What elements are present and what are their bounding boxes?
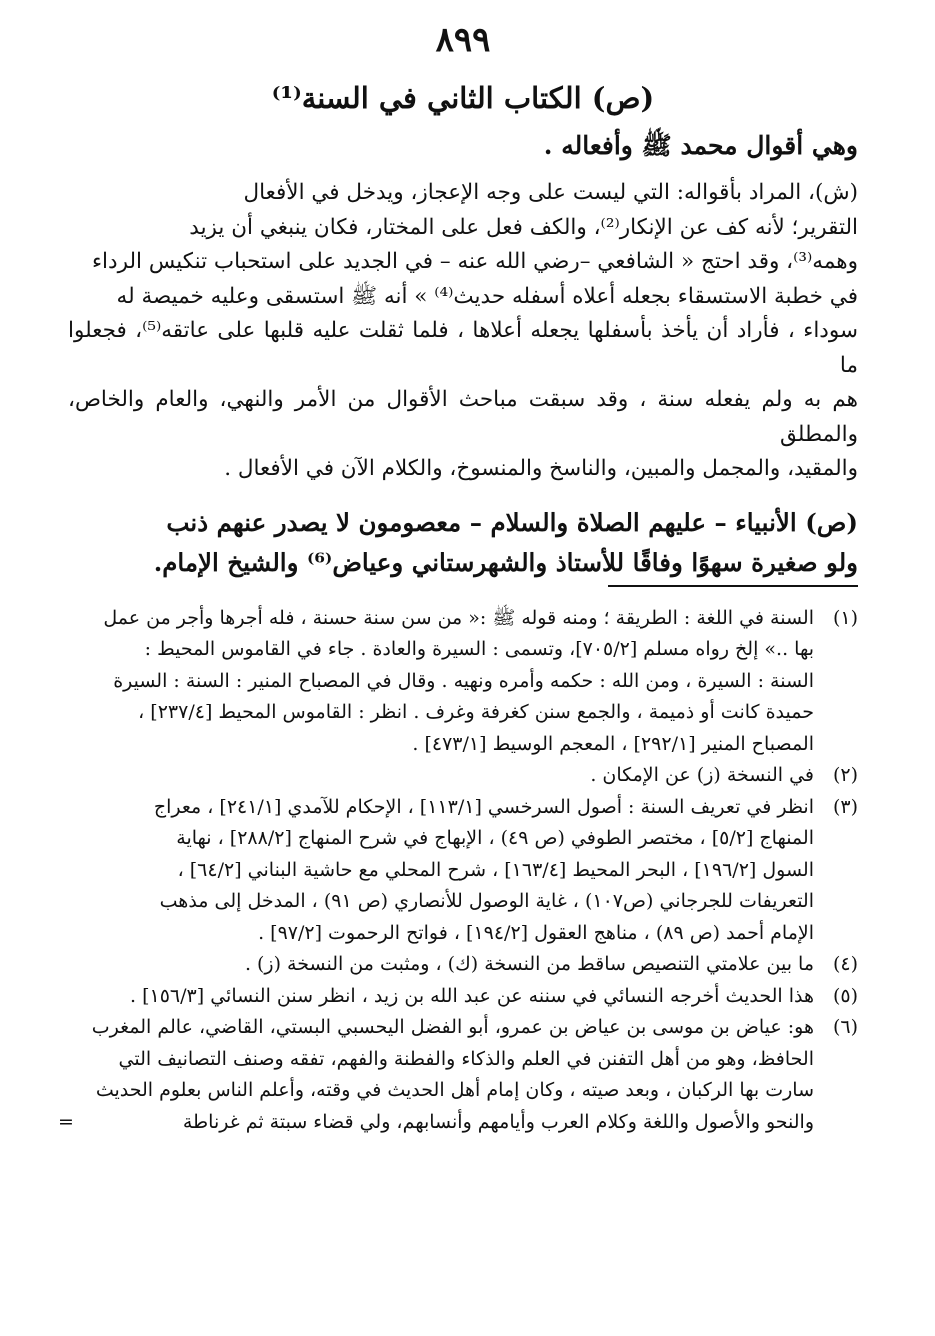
commentary-line: في خطبة الاستسقاء بجعله أعلاه أسفله حديث⁽⁴⁾ » أنه ﷺ استسقى وعليه خميصة له <box>116 283 858 309</box>
footnote-line: التعريفات للجرجاني (ص١٠٧) ، غاية الوصول للأنصاري (ص ٩١) ، المدخل إلى مذهب <box>159 890 814 912</box>
footnote-line-text: والنحو والأصول واللغة وكلام العرب وأيامهم وأنسابهم، ولي قضاء سبتة ثم غرناطة <box>182 1110 814 1133</box>
footnote-text <box>68 760 814 792</box>
footnotes <box>58 603 858 1139</box>
footnote-line: السنة : السيرة ، ومن الله : حكمه وأمره ونهيه . وقال في المصباح المنير : السنة : السيرة <box>113 669 814 692</box>
footnote-separator <box>608 585 858 587</box>
book-page <box>58 18 858 1318</box>
commentary-line: وهمه⁽³⁾، وقد احتج « الشافعي –رضي الله عنه – في الجديد على استحباب تنكيس الرداء <box>91 249 858 274</box>
footnote-line: في النسخة (ز) عن الإمكان . <box>590 764 814 786</box>
footnote-line: الإمام أحمد (ص ٨٩) ، مناهج العقول [١٩٤/٢] ، فواتح الرحموت [٩٧/٢] . <box>258 921 814 944</box>
continuation-mark: = <box>58 1110 74 1133</box>
footnote-line: السول [١٩٦/٢] ، البحر المحيط [١٦٣/٤] ، شرح المحلي مع حاشية البناني [٦٤/٢] ، <box>177 858 814 881</box>
footnote-5 <box>68 981 858 1013</box>
footnote-line: حميدة كانت أو ذميمة ، والجمع سنن كغرفة وغرف . انظر : القاموس المحيط [٢٣٧/٤] ، <box>138 701 814 723</box>
commentary-line: هم به ولم يفعله سنة ، وقد سبقت مباحث الأقوال من الأمر والنهي، والعام والخاص، والمطلق <box>68 387 858 447</box>
footnote-text <box>68 792 814 950</box>
footnote-line: السنة في اللغة : الطريقة ؛ ومنه قوله ﷺ :« من سن سنة حسنة ، فله أجرها وأجر من عمل <box>103 606 814 629</box>
footnote-4 <box>68 949 858 981</box>
footnote-marker: (٥) <box>832 984 858 1007</box>
footnote-text <box>68 603 814 761</box>
footnote-line: المنهاج [٥/٢] ، مختصر الطوفي (ص ٤٩) ، الإبهاج في شرح المنهاج [٢٨٨/٢] ، نهاية <box>176 827 814 849</box>
footnote-line: المصباح المنير [٢٩٢/١] ، المعجم الوسيط [٤٧٣/١] . <box>412 732 814 755</box>
chapter-title: (ص) الكتاب الثاني في السنة⁽¹⁾ <box>271 81 655 115</box>
footnote-3 <box>68 792 858 950</box>
footnote-marker: (٢) <box>832 764 858 786</box>
footnote-2 <box>68 760 858 792</box>
prophets-text <box>68 503 858 583</box>
footnote-marker: (٦) <box>832 1016 858 1038</box>
prophets-line: ولو صغيرة سهوًا وفاقًا للأستاذ والشهرستاني وعياض⁽⁶⁾ والشيخ الإمام. <box>153 547 858 577</box>
page-number: ٨٩٩ <box>435 20 491 60</box>
footnote-line: بها ..» إلخ رواه مسلم [٧٠٥/٢]، وتسمى : السيرة والعادة . جاء في القاموس المحيط : <box>144 638 814 660</box>
footnote-marker: (٣) <box>832 795 858 818</box>
footnote-line: انظر في تعريف السنة : أصول السرخسي [١١٣/١] ، الإحكام للآمدي [٢٤١/١] ، معراج <box>153 795 814 818</box>
footnote-line: الحافظ، وهو من أهل التفنن في العلم والذكاء والفطنة والفهم، تفقه وصنف التصانيف التي <box>118 1047 814 1070</box>
footnote-6 <box>58 1012 858 1138</box>
footnote-line: هو: عياض بن موسى بن عياض بن عمرو، أبو الفضل اليحسبي البستي، القاضي، عالم المغرب <box>91 1016 814 1038</box>
commentary-line: سوداء ، فأراد أن يأخذ بأسفلها يجعله أعلاها ، فلما ثقلت عليه قلبها على عاتقه⁽⁵⁾، فجعلوا ما <box>68 318 858 378</box>
footnote-marker: (٤) <box>832 953 858 975</box>
footnote-line: ما بين علامتي التنصيص ساقط من النسخة (ك) ، ومثبت من النسخة (ز) . <box>244 953 814 975</box>
footnote-marker: (١) <box>832 606 858 629</box>
commentary-line: (ش)، المراد بأقواله: التي ليست على وجه الإعجاز، ويدخل في الأفعال <box>243 180 858 205</box>
commentary-line: التقرير؛ لأنه كف عن الإنكار⁽²⁾، والكف فعل على المختار، فكان ينبغي أن يزيد <box>189 214 858 240</box>
commentary-paragraph <box>68 176 858 487</box>
footnote-line: هذا الحديث أخرجه النسائي في سننه عن عبد الله بن زيد ، انظر سنن النسائي [١٥٦/٣] . <box>130 984 814 1007</box>
footnote-1 <box>68 603 858 761</box>
prophets-line: (ص) الأنبياء – عليهم الصلاة والسلام – معصومون لا يصدر عنهم ذنب <box>166 507 858 537</box>
definition-line: وهي أقوال محمد ﷺ وأفعاله . <box>543 131 858 160</box>
footnote-line <box>58 1107 814 1139</box>
commentary-line: والمقيد، والمجمل والمبين، والناسخ والمنسوخ، والكلام الآن في الأفعال . <box>224 456 858 481</box>
footnote-text <box>68 981 814 1013</box>
footnote-line: سارت بها الركبان ، وبعد صيته ، وكان إمام أهل الحديث في وقته، وأعلم الناس بعلوم الحديث <box>95 1079 814 1101</box>
footnote-text <box>68 949 814 981</box>
footnote-text <box>58 1012 814 1138</box>
